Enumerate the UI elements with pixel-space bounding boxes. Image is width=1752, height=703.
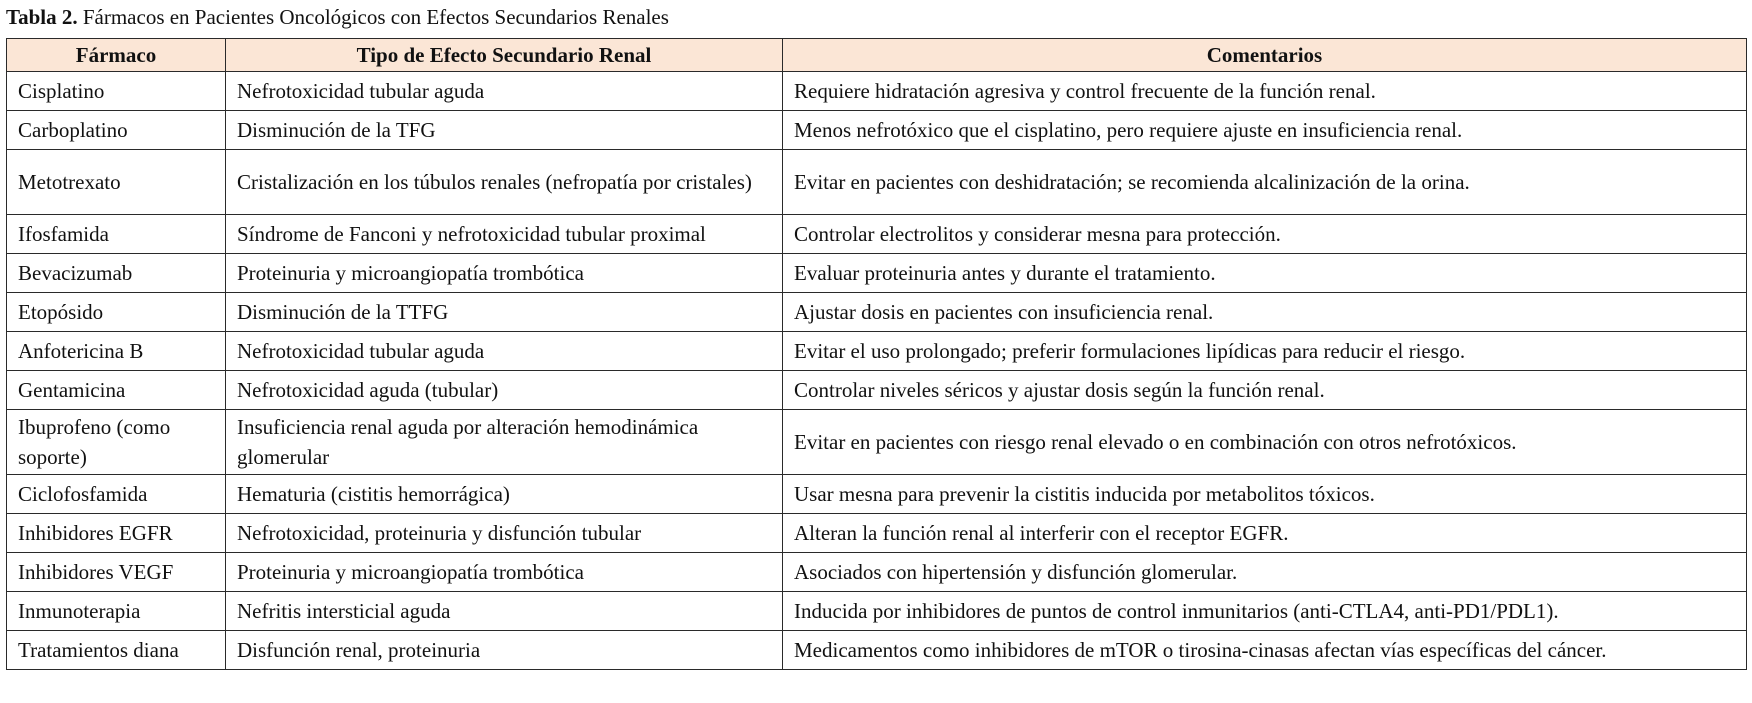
table-row [7,215,1747,254]
cell-comentario: Controlar electrolitos y considerar mesna para protección. [783,215,1747,254]
cell-efecto: Nefrotoxicidad aguda (tubular) [226,371,783,410]
cell-farmaco: Inmunoterapia [7,592,226,631]
cell-efecto: Insuficiencia renal aguda por alteración hemodinámica glomerular [226,410,783,475]
cell-comentario: Medicamentos como inhibidores de mTOR o tirosina-cinasas afectan vías específicas del cáncer. [783,631,1747,670]
table-row [7,293,1747,332]
table-row [7,371,1747,410]
table-row [7,332,1747,371]
caption-title: Fármacos en Pacientes Oncológicos con Efectos Secundarios Renales [77,5,669,29]
cell-farmaco: Cisplatino [7,72,226,111]
table-row [7,410,1747,475]
cell-efecto: Nefrotoxicidad, proteinuria y disfunción tubular [226,514,783,553]
cell-farmaco: Bevacizumab [7,254,226,293]
table-row [7,254,1747,293]
cell-efecto: Disminución de la TFG [226,111,783,150]
table-row [7,553,1747,592]
cell-farmaco: Ibuprofeno (como soporte) [7,410,226,475]
table-row [7,150,1747,215]
cell-efecto: Síndrome de Fanconi y nefrotoxicidad tubular proximal [226,215,783,254]
table-row [7,72,1747,111]
cell-efecto: Disfunción renal, proteinuria [226,631,783,670]
cell-efecto: Nefrotoxicidad tubular aguda [226,72,783,111]
cell-efecto: Proteinuria y microangiopatía trombótica [226,553,783,592]
table-row [7,514,1747,553]
header-row [7,39,1747,72]
cell-comentario: Asociados con hipertensión y disfunción glomerular. [783,553,1747,592]
cell-farmaco: Metotrexato [7,150,226,215]
header-farmaco: Fármaco [7,39,226,72]
cell-comentario: Inducida por inhibidores de puntos de control inmunitarios (anti-CTLA4, anti-PD1/PDL1). [783,592,1747,631]
cell-farmaco: Ciclofosfamida [7,475,226,514]
cell-comentario: Evaluar proteinuria antes y durante el tratamiento. [783,254,1747,293]
table-row [7,111,1747,150]
cell-efecto: Proteinuria y microangiopatía trombótica [226,254,783,293]
cell-comentario: Controlar niveles séricos y ajustar dosis según la función renal. [783,371,1747,410]
cell-efecto: Cristalización en los túbulos renales (nefropatía por cristales) [226,150,783,215]
cell-comentario: Alteran la función renal al interferir con el receptor EGFR. [783,514,1747,553]
cell-comentario: Ajustar dosis en pacientes con insuficiencia renal. [783,293,1747,332]
header-comentarios: Comentarios [783,39,1747,72]
cell-efecto: Hematuria (cistitis hemorrágica) [226,475,783,514]
cell-comentario: Menos nefrotóxico que el cisplatino, pero requiere ajuste en insuficiencia renal. [783,111,1747,150]
cell-efecto: Nefritis intersticial aguda [226,592,783,631]
cell-comentario: Evitar el uso prolongado; preferir formulaciones lipídicas para reducir el riesgo. [783,332,1747,371]
cell-efecto: Nefrotoxicidad tubular aguda [226,332,783,371]
cell-farmaco: Anfotericina B [7,332,226,371]
table-body [7,72,1747,670]
cell-farmaco: Carboplatino [7,111,226,150]
table-row [7,592,1747,631]
drug-renal-effects-table [6,38,1747,670]
header-tipo-efecto: Tipo de Efecto Secundario Renal [226,39,783,72]
cell-farmaco: Tratamientos diana [7,631,226,670]
cell-farmaco: Inhibidores EGFR [7,514,226,553]
table-caption [6,4,669,30]
cell-comentario: Evitar en pacientes con deshidratación; se recomienda alcalinización de la orina. [783,150,1747,215]
cell-farmaco: Gentamicina [7,371,226,410]
cell-farmaco: Etopósido [7,293,226,332]
cell-farmaco: Ifosfamida [7,215,226,254]
cell-comentario: Requiere hidratación agresiva y control frecuente de la función renal. [783,72,1747,111]
table-row [7,475,1747,514]
cell-comentario: Usar mesna para prevenir la cistitis inducida por metabolitos tóxicos. [783,475,1747,514]
cell-farmaco: Inhibidores VEGF [7,553,226,592]
cell-efecto: Disminución de la TTFG [226,293,783,332]
table-header [7,39,1747,72]
cell-comentario: Evitar en pacientes con riesgo renal elevado o en combinación con otros nefrotóxicos. [783,410,1747,475]
caption-label: Tabla 2. [6,5,78,29]
table-row [7,631,1747,670]
